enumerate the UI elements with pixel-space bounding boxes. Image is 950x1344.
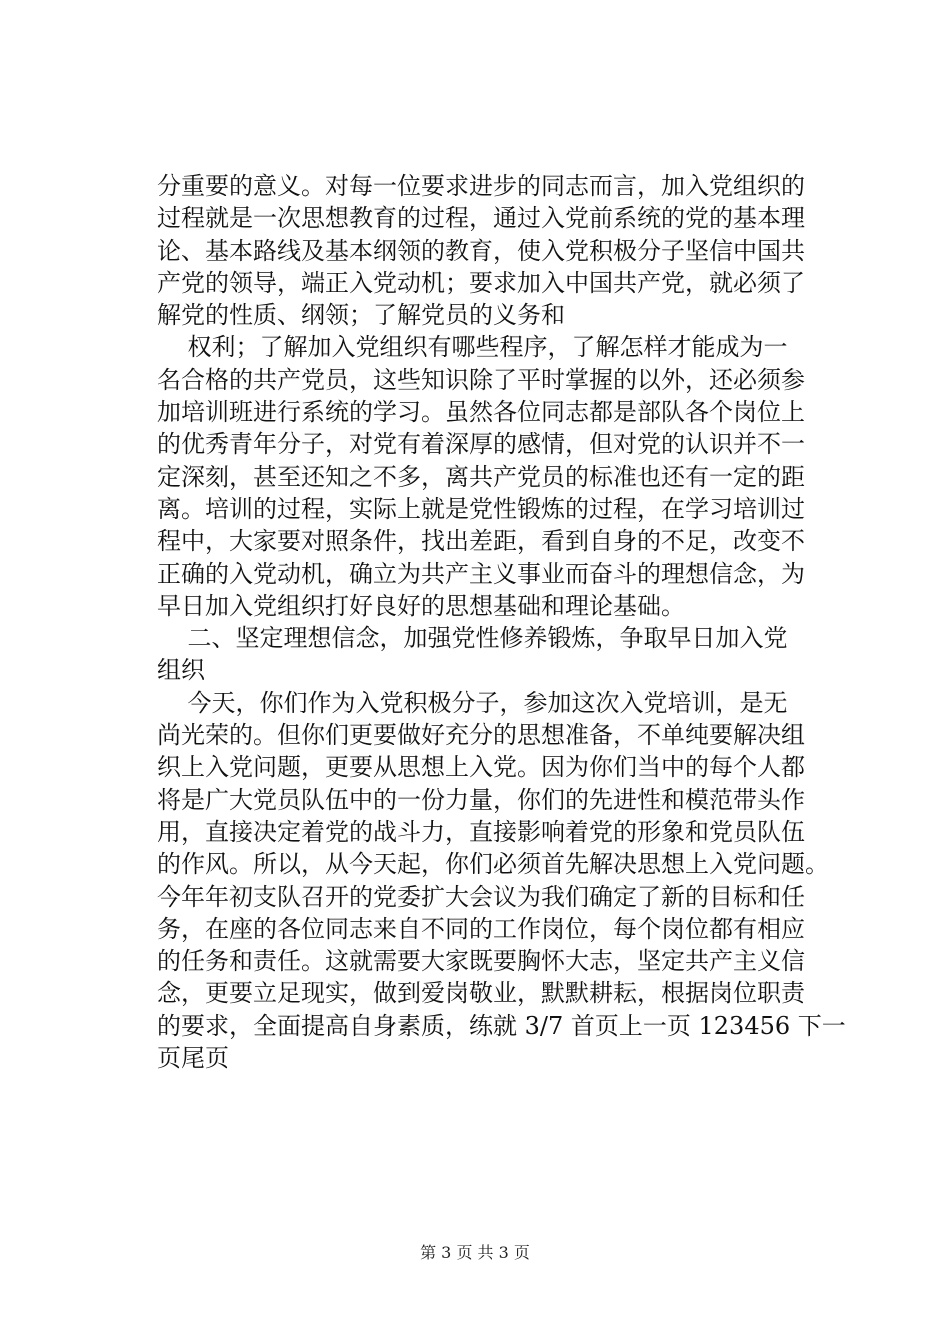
- text-line: 的任务和责任。这就需要大家既要胸怀大志，坚定共产主义信: [157, 947, 805, 976]
- text-line: 今年年初支队召开的党委扩大会议为我们确定了新的目标和任: [157, 882, 805, 911]
- body-text: [157, 170, 846, 1074]
- text-line: 名合格的共产党员，这些知识除了平时掌握的以外，还必须参: [157, 365, 805, 394]
- text-line: 离。培训的过程，实际上就是党性锻炼的过程，在学习培训过: [157, 494, 805, 523]
- text-line: 分重要的意义。对每一位要求进步的同志而言，加入党组织的: [157, 172, 805, 200]
- section-heading: 二、坚定理想信念，加强党性修养锻炼，争取早日加入党: [157, 624, 788, 653]
- text-line: 论、基本路线及基本纲领的教育，使入党积极分子坚信中国共: [157, 236, 805, 265]
- text-line: 务，在座的各位同志来自不同的工作岗位，每个岗位都有相应: [157, 914, 805, 943]
- section-heading-continued: 组织: [157, 656, 205, 685]
- text-line: 过程就是一次思想教育的过程，通过入党前系统的党的基本理: [157, 204, 805, 233]
- text-line: 的作风。所以，从今天起，你们必须首先解决思想上入党问题。: [157, 850, 829, 879]
- text-line: 页尾页: [157, 1044, 229, 1073]
- text-line: 尚光荣的。但你们更要做好充分的思想准备，不单纯要解决组: [157, 721, 805, 750]
- text-line: 定深刻，甚至还知之不多，离共产党员的标准也还有一定的距: [157, 462, 805, 491]
- text-line: 加培训班进行系统的学习。虽然各位同志都是部队各个岗位上: [157, 398, 805, 427]
- text-line: 早日加入党组织打好良好的思想基础和理论基础。: [157, 591, 685, 620]
- text-line: 将是广大党员队伍中的一份力量，你们的先进性和模范带头作: [157, 785, 805, 814]
- text-line: 解党的性质、纲领；了解党员的义务和: [157, 301, 565, 330]
- text-line: 的要求，全面提高自身素质，练就 3/7 首页上一页 123456 下一: [157, 1011, 846, 1040]
- text-line: 产党的领导，端正入党动机；要求加入中国共产党，就必须了: [157, 268, 805, 297]
- text-line: 权利；了解加入党组织有哪些程序，了解怎样才能成为一: [157, 333, 788, 362]
- text-line: 正确的入党动机，确立为共产主义事业而奋斗的理想信念，为: [157, 559, 805, 588]
- text-line: 程中，大家要对照条件，找出差距，看到自身的不足，改变不: [157, 527, 805, 556]
- text-line: 今天，你们作为入党积极分子，参加这次入党培训，是无: [157, 688, 788, 717]
- page-number-footer: 第 3 页 共 3 页: [420, 1243, 530, 1262]
- text-line: 织上入党问题，更要从思想上入党。因为你们当中的每个人都: [157, 753, 805, 782]
- text-line: 的优秀青年分子，对党有着深厚的感情，但对党的认识并不一: [157, 430, 805, 459]
- text-line: 用，直接决定着党的战斗力，直接影响着党的形象和党员队伍: [157, 817, 805, 846]
- text-line: 念，更要立足现实，做到爱岗敬业，默默耕耘，根据岗位职责: [157, 979, 805, 1008]
